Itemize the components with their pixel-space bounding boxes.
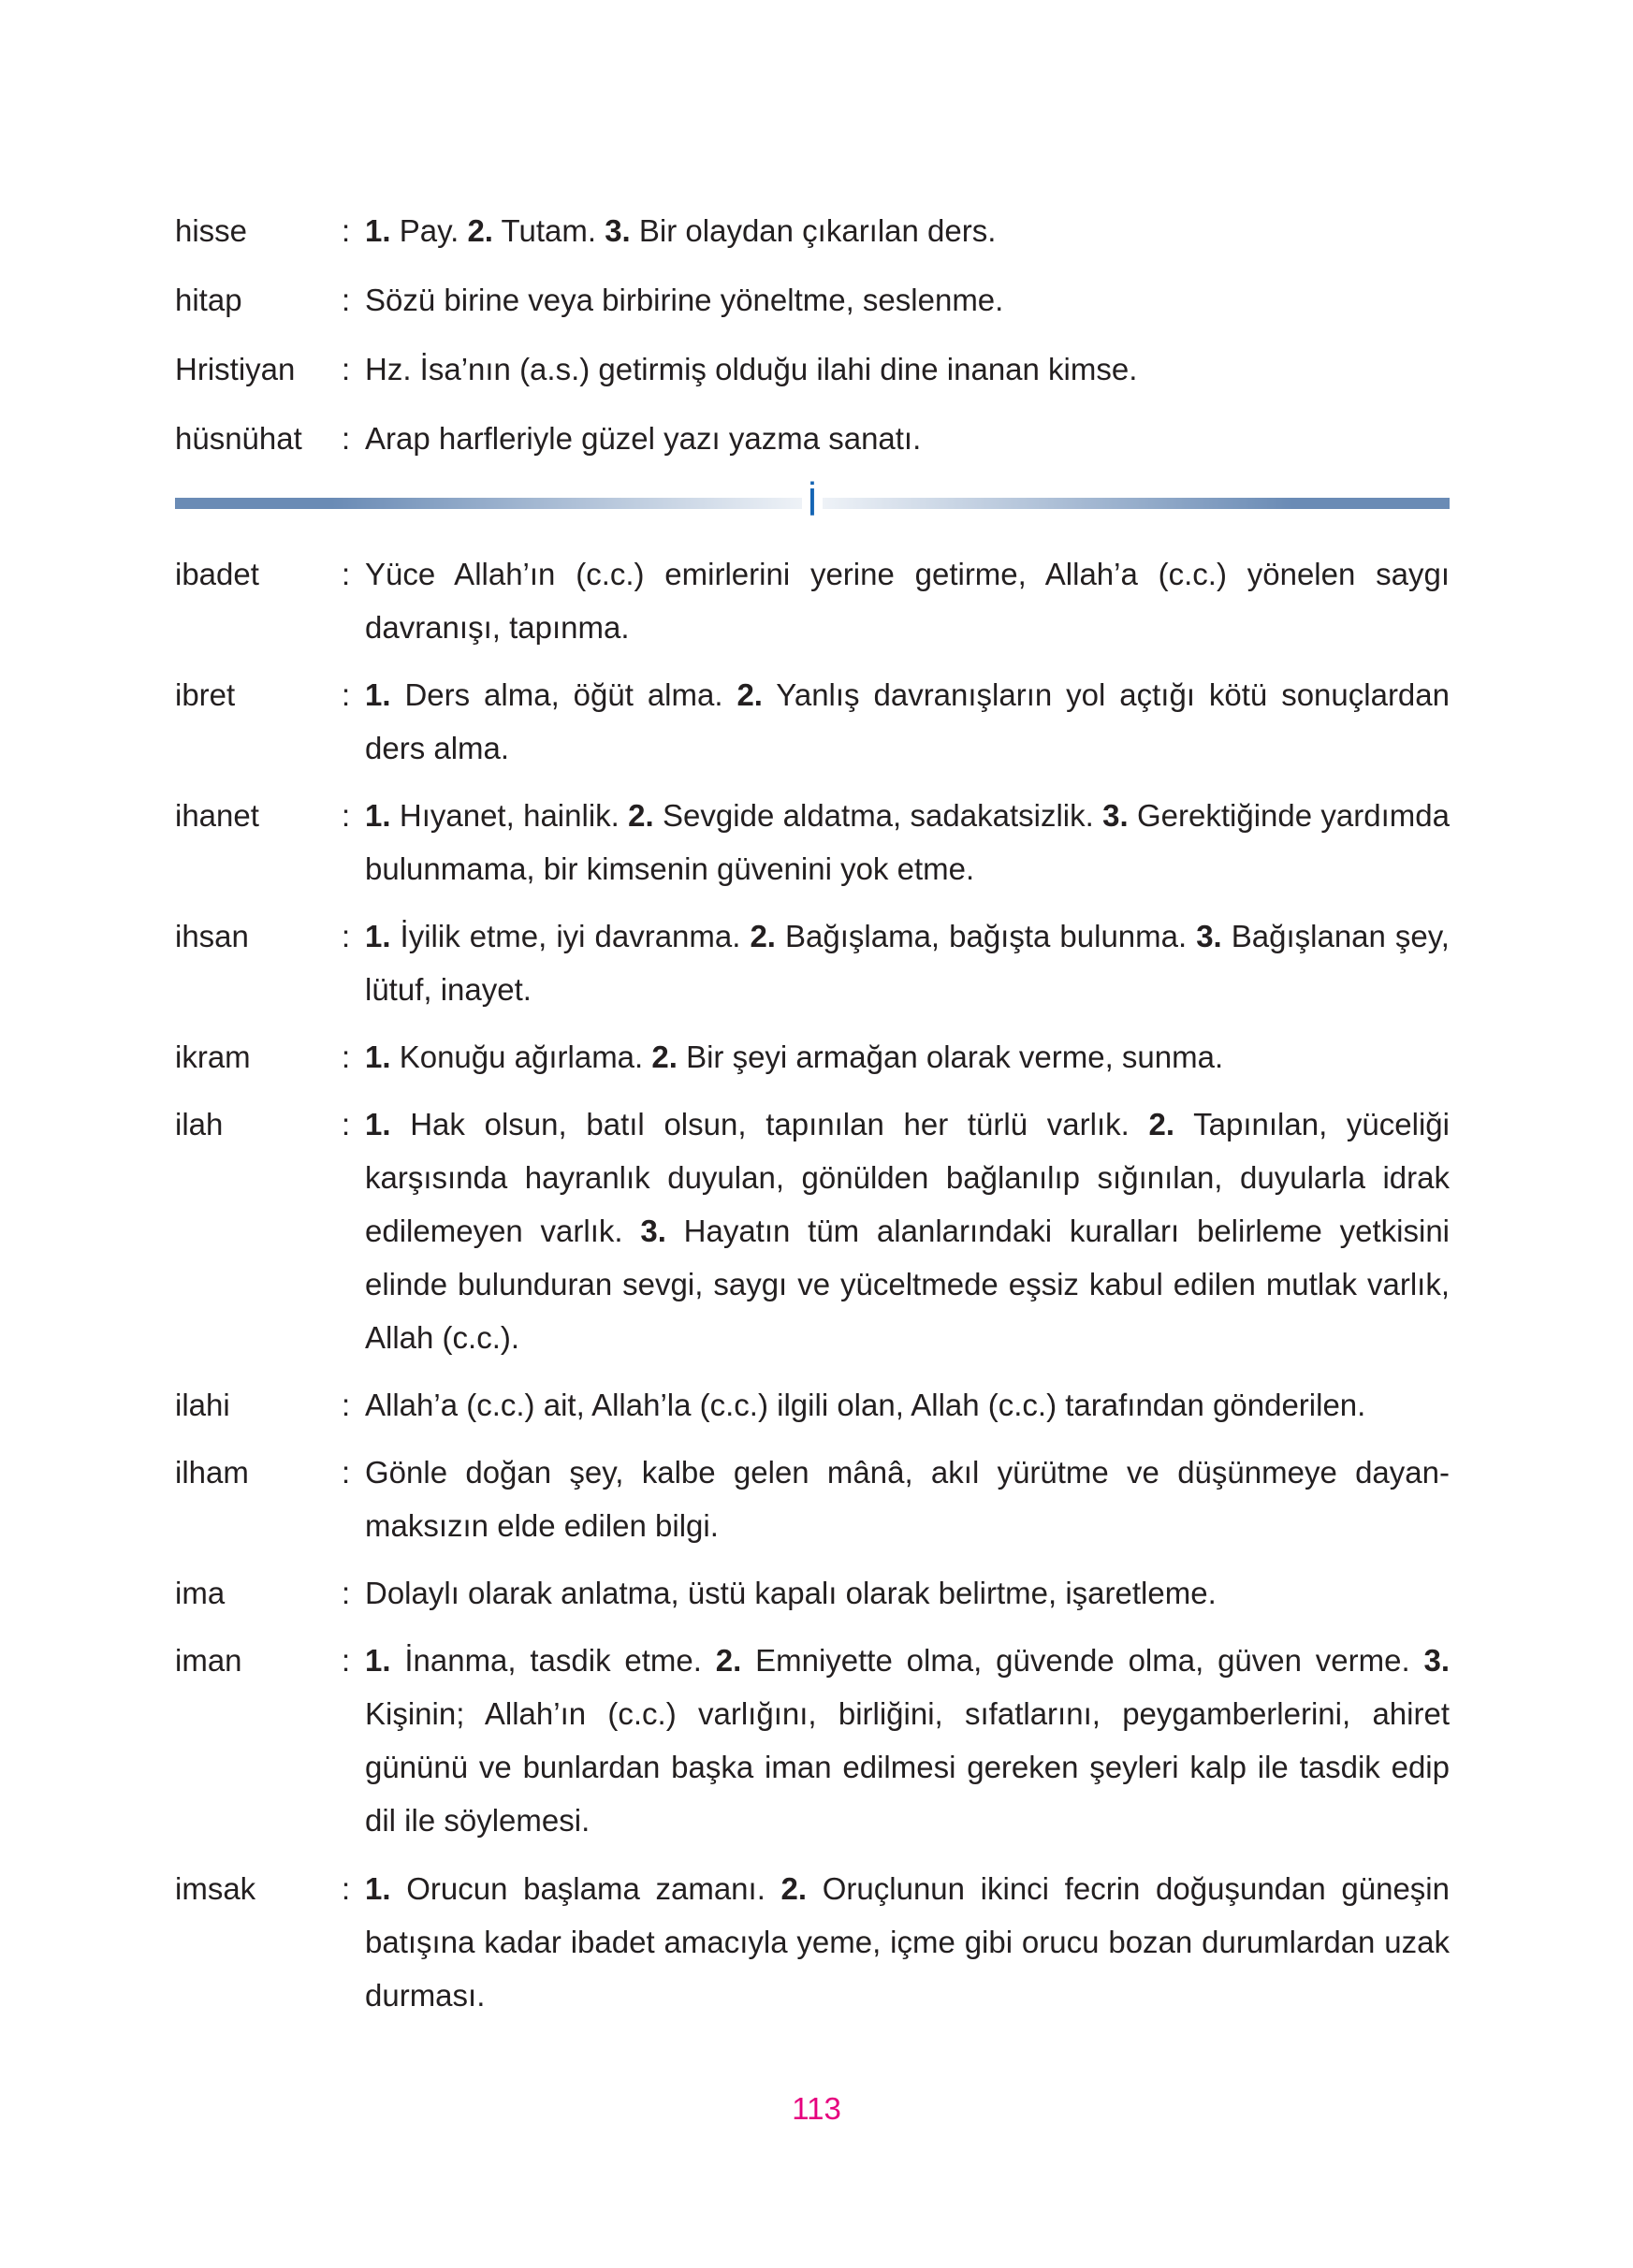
sense-number: 3.	[1196, 919, 1222, 953]
glossary-term: ilham	[175, 1455, 249, 1490]
glossary-definition	[365, 668, 1450, 775]
glossary-term: hüsnühat	[175, 421, 302, 456]
definition-text: Allah’a (c.c.) ait, Allah’la (c.c.) ilgili olan, Allah (c.c.) tarafından gönderilen.	[365, 1388, 1366, 1422]
sense-number: 2.	[780, 1871, 808, 1906]
divider-bar-left	[175, 498, 802, 509]
definition-text: Dolaylı olarak anlatma, üstü kapalı olarak belirtme, işaretleme.	[365, 1576, 1217, 1610]
glossary-definition	[365, 1446, 1450, 1552]
definition-text: Pay.	[390, 213, 468, 248]
glossary-definition	[365, 547, 1450, 654]
definition-text: Bir olaydan çıkarılan ders.	[630, 213, 997, 248]
section-divider	[175, 480, 1450, 524]
sense-number: 2.	[750, 919, 776, 953]
sense-number: 1.	[365, 677, 391, 712]
term-separator: :	[342, 421, 351, 456]
glossary-term: hitap	[175, 283, 242, 317]
sense-number: 1.	[365, 798, 391, 833]
sense-number: 1.	[365, 1871, 391, 1906]
term-separator: :	[342, 798, 351, 833]
definition-text: Arap harfleriyle güzel yazı yazma sanatı.	[365, 421, 922, 456]
sense-number: 2.	[715, 1643, 742, 1678]
glossary-term: ilah	[175, 1107, 224, 1141]
definition-text: Oruçlunun ikinci fecrin doğuşundan güneşin batışına kadar ibadet amacıyla yeme, içme gibi orucu bozan durumlardan uzak durması.	[365, 1871, 1450, 2013]
glossary-term: ima	[175, 1576, 226, 1610]
sense-number: 1.	[365, 1040, 391, 1074]
sense-number: 2.	[628, 798, 654, 833]
definition-text: Orucun başlama zamanı.	[390, 1871, 781, 1906]
glossary-definition	[365, 204, 1450, 257]
glossary-term: ibadet	[175, 557, 259, 591]
sense-number: 2.	[467, 213, 493, 248]
glossary-definition	[365, 1098, 1450, 1364]
definition-text: Bağışlanan şey, lütuf, inayet.	[365, 919, 1450, 1007]
definition-text: Bir şeyi armağan olarak verme, sunma.	[677, 1040, 1224, 1074]
glossary-definition	[365, 273, 1450, 327]
page-number: 113	[792, 2091, 841, 2126]
sense-number: 3.	[605, 213, 631, 248]
sense-number: 2.	[736, 677, 763, 712]
glossary-term: ihanet	[175, 798, 259, 833]
definition-text: Hak olsun, batıl olsun, tapınılan her türlü varlık.	[390, 1107, 1149, 1141]
sense-number: 2.	[651, 1040, 678, 1074]
glossary-term: ikram	[175, 1040, 251, 1074]
definition-text: Yüce Allah’ın (c.c.) emirlerini yerine getirme, Allah’a (c.c.) yönelen saygı davranışı, tapınma.	[365, 557, 1450, 645]
definition-text: Emniyette olma, güvende olma, güven verme.	[741, 1643, 1424, 1678]
definition-text: Kişinin; Allah’ın (c.c.) varlığını, birliğini, sıfatlarını, peygamberlerini, ahiret gününü ve bunlardan başka iman edilmesi gereken şeyleri kalp ile tasdik edip dil ile söylemesi.	[365, 1696, 1450, 1838]
definition-text: Sözü birine veya birbirine yöneltme, seslenme.	[365, 283, 1004, 317]
sense-number: 1.	[365, 1107, 391, 1141]
glossary-definition	[365, 1566, 1450, 1620]
definition-text: Konuğu ağırlama.	[390, 1040, 652, 1074]
definition-text: İyilik etme, iyi davranma.	[390, 919, 751, 953]
definition-text: İnanma, tasdik etme.	[390, 1643, 716, 1678]
definition-text: Tapınılan, yüceliği karşısında hayranlık duyulan, gönülden bağlanılıp sığınılan, duyularla idrak edilemeyen varlık.	[365, 1107, 1450, 1248]
sense-number: 1.	[365, 1643, 391, 1678]
definition-text: Gerektiğinde yardımda bulunmama, bir kimsenin güvenini yok etme.	[365, 798, 1450, 886]
term-separator: :	[342, 557, 351, 591]
glossary-definition	[365, 789, 1450, 895]
glossary-term: Hristiyan	[175, 352, 296, 386]
definition-text: Hıyanet, hainlik.	[390, 798, 629, 833]
glossary-definition	[365, 1378, 1450, 1432]
glossary-definition	[365, 909, 1450, 1016]
definition-text: Yanlış davranışların yol açtığı kötü sonuçlardan ders alma.	[365, 677, 1450, 765]
glossary-term: ihsan	[175, 919, 249, 953]
definition-text: Hayatın tüm alanlarındaki kuralları belirleme yetkisini elinde bulunduran sevgi, saygı ve yüceltmede eşsiz kabul edilen mutlak varlık, Allah (c.c.).	[365, 1214, 1451, 1355]
definition-text: Sevgide aldatma, sadakatsizlik.	[653, 798, 1103, 833]
glossary-term: iman	[175, 1643, 242, 1678]
definition-text: Bağışlama, bağışta bulunma.	[775, 919, 1197, 953]
glossary-definition	[365, 1030, 1450, 1083]
glossary-definition	[365, 342, 1450, 396]
definition-text: Tutam.	[492, 213, 605, 248]
term-separator: :	[342, 352, 351, 386]
glossary-term: ibret	[175, 677, 236, 712]
glossary-term: hisse	[175, 213, 248, 248]
sense-number: 3.	[1102, 798, 1129, 833]
term-separator: :	[342, 1455, 351, 1490]
sense-number: 3.	[1423, 1643, 1450, 1678]
section-letter: İ	[807, 480, 818, 524]
sense-number: 3.	[640, 1214, 666, 1248]
term-separator: :	[342, 919, 351, 953]
glossary-term: imsak	[175, 1871, 256, 1906]
divider-bar-right	[823, 498, 1450, 509]
glossary-definition	[365, 1862, 1450, 2022]
term-separator: :	[342, 283, 351, 317]
definition-text: Gönle doğan şey, kalbe gelen mânâ, akıl yürütme ve düşünmeye dayanmaksızın elde edilen bilgi.	[365, 1455, 1450, 1543]
glossary-definition	[365, 1634, 1450, 1847]
glossary-definition	[365, 412, 1450, 465]
term-separator: :	[342, 1388, 351, 1422]
term-separator: :	[342, 1107, 351, 1141]
term-separator: :	[342, 1040, 351, 1074]
term-separator: :	[342, 1871, 351, 1906]
term-separator: :	[342, 1643, 351, 1678]
sense-number: 2.	[1148, 1107, 1175, 1141]
term-separator: :	[342, 677, 351, 712]
term-separator: :	[342, 213, 351, 248]
glossary-term: ilahi	[175, 1388, 230, 1422]
term-separator: :	[342, 1576, 351, 1610]
definition-text: Ders alma, öğüt alma.	[390, 677, 737, 712]
sense-number: 1.	[365, 919, 391, 953]
sense-number: 1.	[365, 213, 391, 248]
definition-text: Hz. İsa’nın (a.s.) getirmiş olduğu ilahi dine inanan kimse.	[365, 352, 1138, 386]
